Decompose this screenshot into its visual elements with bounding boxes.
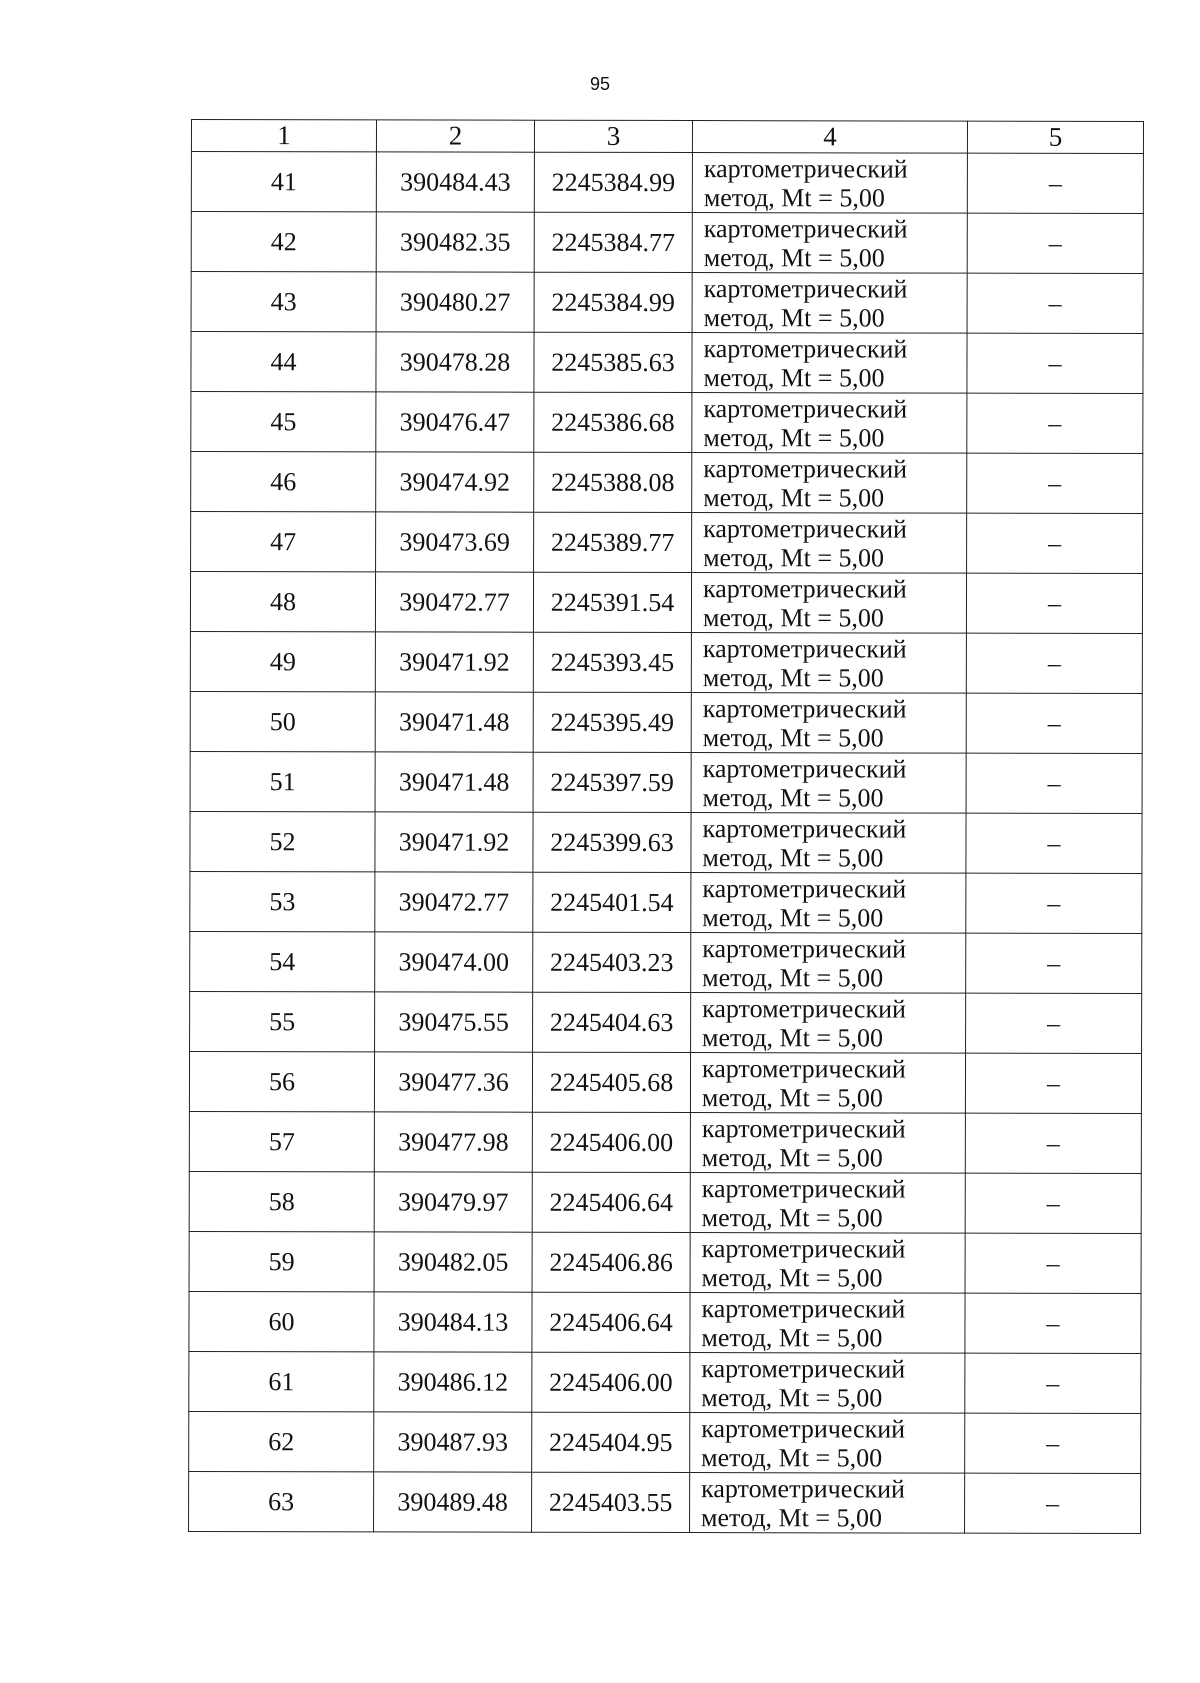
table-row <box>189 1171 1141 1233</box>
method-cell <box>692 213 967 274</box>
table-body <box>189 152 1144 1534</box>
table-row <box>191 272 1143 334</box>
method-line-2: метод, Mt = 5,00 <box>701 1442 883 1472</box>
method-cell <box>691 993 966 1054</box>
column-header-4: 4 <box>692 121 967 154</box>
table-row <box>189 1111 1141 1173</box>
note-cell: – <box>967 333 1143 393</box>
note-cell: – <box>965 1053 1141 1113</box>
method-line-1: картометрический <box>703 513 907 544</box>
point-number-cell: 50 <box>190 691 375 751</box>
method-cell <box>690 1413 965 1474</box>
x-coordinate-cell: 390474.92 <box>376 452 534 512</box>
table-row <box>190 751 1142 813</box>
table-row <box>189 1231 1141 1293</box>
method-line-2: метод, Mt = 5,00 <box>702 782 884 812</box>
table-row <box>189 1471 1141 1533</box>
note-cell: – <box>965 1413 1141 1473</box>
x-coordinate-cell: 390477.98 <box>374 1112 532 1172</box>
y-coordinate-cell: 2245404.95 <box>532 1412 690 1472</box>
x-coordinate-cell: 390478.28 <box>376 332 534 392</box>
point-number-cell: 60 <box>189 1291 374 1351</box>
table-row <box>190 931 1142 993</box>
point-number-cell: 54 <box>190 931 375 991</box>
y-coordinate-cell: 2245406.64 <box>532 1172 690 1232</box>
x-coordinate-cell: 390475.55 <box>375 992 533 1052</box>
point-number-cell: 51 <box>190 751 375 811</box>
method-line-1: картометрический <box>701 1053 906 1083</box>
x-coordinate-cell: 390472.77 <box>375 872 533 932</box>
method-cell <box>692 513 967 574</box>
column-header-1: 1 <box>191 120 376 152</box>
x-coordinate-cell: 390471.48 <box>375 752 533 812</box>
page-number: 95 <box>589 74 611 94</box>
table-row <box>189 1051 1141 1113</box>
method-cell <box>691 633 966 694</box>
y-coordinate-cell: 2245405.68 <box>532 1052 690 1112</box>
y-coordinate-cell: 2245406.00 <box>532 1112 690 1172</box>
x-coordinate-cell: 390484.43 <box>376 152 534 212</box>
method-cell <box>691 573 966 634</box>
method-line-2: метод, Mt = 5,00 <box>702 662 884 692</box>
note-cell: – <box>966 933 1142 993</box>
point-number-cell: 62 <box>189 1411 374 1471</box>
method-line-2: метод, Mt = 5,00 <box>702 902 884 932</box>
note-cell: – <box>966 693 1142 753</box>
note-cell: – <box>966 813 1142 873</box>
x-coordinate-cell: 390480.27 <box>376 272 534 332</box>
method-line-2: метод, Mt = 5,00 <box>702 722 884 752</box>
y-coordinate-cell: 2245403.55 <box>532 1472 690 1532</box>
table-row <box>191 392 1143 454</box>
note-cell: – <box>966 633 1142 693</box>
table-row <box>191 212 1143 274</box>
method-cell <box>690 1293 965 1354</box>
method-line-2: метод, Mt = 5,00 <box>702 962 884 992</box>
point-number-cell: 53 <box>190 871 375 931</box>
point-number-cell: 41 <box>191 152 376 212</box>
y-coordinate-cell: 2245406.64 <box>532 1292 690 1352</box>
method-line-1: картометрический <box>701 1233 906 1263</box>
y-coordinate-cell: 2245386.68 <box>534 392 692 452</box>
x-coordinate-cell: 390472.77 <box>375 572 533 632</box>
coordinates-table <box>188 119 1144 1534</box>
method-line-1: картометрический <box>703 153 908 184</box>
method-line-1: картометрический <box>703 213 908 244</box>
y-coordinate-cell: 2245397.59 <box>533 752 691 812</box>
method-line-1: картометрический <box>702 813 907 843</box>
method-line-1: картометрический <box>701 1293 906 1323</box>
x-coordinate-cell: 390473.69 <box>376 512 534 572</box>
y-coordinate-cell: 2245389.77 <box>534 512 692 572</box>
y-coordinate-cell: 2245406.86 <box>532 1232 690 1292</box>
y-coordinate-cell: 2245388.08 <box>534 452 692 512</box>
method-line-1: картометрический <box>701 1473 905 1503</box>
method-line-2: метод, Mt = 5,00 <box>702 602 884 632</box>
x-coordinate-cell: 390482.35 <box>376 212 534 272</box>
note-cell: – <box>965 1173 1141 1233</box>
table-row <box>190 691 1142 753</box>
y-coordinate-cell: 2245404.63 <box>533 992 691 1052</box>
method-line-1: картометрический <box>703 333 908 364</box>
note-cell: – <box>967 153 1143 213</box>
y-coordinate-cell: 2245384.77 <box>534 212 692 272</box>
point-number-cell: 43 <box>191 272 376 332</box>
point-number-cell: 47 <box>191 512 376 572</box>
y-coordinate-cell: 2245406.00 <box>532 1352 690 1412</box>
point-number-cell: 58 <box>189 1171 374 1231</box>
note-cell: – <box>967 453 1143 513</box>
method-cell <box>691 933 966 994</box>
x-coordinate-cell: 390484.13 <box>374 1292 532 1352</box>
note-cell: – <box>967 513 1143 573</box>
method-line-2: метод, Mt = 5,00 <box>702 1022 884 1052</box>
point-number-cell: 52 <box>190 811 375 871</box>
method-cell <box>692 453 967 514</box>
x-coordinate-cell: 390471.92 <box>375 632 533 692</box>
table-row <box>189 1351 1141 1413</box>
method-line-2: метод, Mt = 5,00 <box>703 542 885 572</box>
method-line-2: метод, Mt = 5,00 <box>701 1322 883 1352</box>
y-coordinate-cell: 2245393.45 <box>533 632 691 692</box>
point-number-cell: 42 <box>191 212 376 272</box>
method-line-1: картометрический <box>701 1173 906 1203</box>
point-number-cell: 56 <box>189 1051 374 1111</box>
table-row <box>191 512 1143 574</box>
y-coordinate-cell: 2245384.99 <box>534 152 692 212</box>
point-number-cell: 57 <box>189 1111 374 1171</box>
method-cell <box>691 753 966 814</box>
table-row <box>191 152 1143 214</box>
y-coordinate-cell: 2245399.63 <box>533 812 691 872</box>
method-line-1: картометрический <box>701 1353 906 1383</box>
note-cell: – <box>965 1113 1141 1173</box>
x-coordinate-cell: 390477.36 <box>374 1052 532 1112</box>
table-row <box>190 991 1142 1053</box>
method-line-1: картометрический <box>702 633 907 664</box>
method-cell <box>691 813 966 874</box>
note-cell: – <box>966 573 1142 633</box>
x-coordinate-cell: 390486.12 <box>374 1352 532 1412</box>
point-number-cell: 44 <box>191 332 376 392</box>
method-cell <box>690 1233 965 1294</box>
column-header-3: 3 <box>534 120 692 152</box>
table-row <box>190 811 1142 873</box>
method-line-2: метод, Mt = 5,00 <box>703 182 885 212</box>
method-cell <box>692 333 967 394</box>
method-line-2: метод, Mt = 5,00 <box>701 1202 883 1232</box>
method-line-2: метод, Mt = 5,00 <box>701 1382 883 1412</box>
table-row <box>190 871 1142 933</box>
x-coordinate-cell: 390487.93 <box>374 1412 532 1472</box>
y-coordinate-cell: 2245385.63 <box>534 332 692 392</box>
method-cell <box>691 873 966 934</box>
method-line-2: метод, Mt = 5,00 <box>703 482 885 512</box>
method-line-2: метод, Mt = 5,00 <box>701 1262 883 1292</box>
column-header-2: 2 <box>376 120 534 152</box>
method-cell <box>690 1353 965 1414</box>
note-cell: – <box>967 213 1143 273</box>
note-cell: – <box>965 1353 1141 1413</box>
y-coordinate-cell: 2245391.54 <box>533 572 691 632</box>
method-cell <box>691 693 966 754</box>
method-line-1: картометрический <box>702 873 907 903</box>
note-cell: – <box>966 993 1142 1053</box>
method-cell <box>692 153 967 214</box>
method-line-1: картометрический <box>702 933 907 963</box>
point-number-cell: 63 <box>189 1471 374 1531</box>
method-cell <box>690 1053 965 1114</box>
method-line-1: картометрический <box>701 1413 906 1443</box>
point-number-cell: 49 <box>190 631 375 691</box>
point-number-cell: 55 <box>190 991 375 1051</box>
table-row <box>191 332 1143 394</box>
header-row <box>191 120 1143 154</box>
x-coordinate-cell: 390476.47 <box>376 392 534 452</box>
method-cell <box>690 1173 965 1234</box>
x-coordinate-cell: 390474.00 <box>375 932 533 992</box>
table-row <box>190 631 1142 693</box>
x-coordinate-cell: 390471.92 <box>375 812 533 872</box>
method-line-2: метод, Mt = 5,00 <box>703 362 885 392</box>
y-coordinate-cell: 2245384.99 <box>534 272 692 332</box>
method-line-2: метод, Mt = 5,00 <box>703 302 885 332</box>
method-line-1: картометрический <box>703 453 908 484</box>
note-cell: – <box>967 273 1143 333</box>
table-row <box>189 1411 1141 1473</box>
point-number-cell: 48 <box>190 572 375 632</box>
table-header <box>191 120 1143 154</box>
method-line-2: метод, Mt = 5,00 <box>701 1082 883 1112</box>
method-line-1: картометрический <box>701 1113 906 1143</box>
point-number-cell: 45 <box>191 392 376 452</box>
y-coordinate-cell: 2245403.23 <box>533 932 691 992</box>
x-coordinate-cell: 390479.97 <box>374 1172 532 1232</box>
table-row <box>189 1291 1141 1353</box>
method-line-2: метод, Mt = 5,00 <box>702 842 884 872</box>
column-header-5: 5 <box>967 121 1143 153</box>
table-row <box>191 452 1143 514</box>
table-row <box>190 572 1142 634</box>
method-cell <box>690 1113 965 1174</box>
note-cell: – <box>966 753 1142 813</box>
point-number-cell: 59 <box>189 1231 374 1291</box>
x-coordinate-cell: 390489.48 <box>374 1472 532 1532</box>
method-line-1: картометрический <box>703 393 908 424</box>
method-line-2: метод, Mt = 5,00 <box>703 422 885 452</box>
method-line-1: картометрический <box>702 693 907 723</box>
method-line-1: картометрический <box>702 993 906 1023</box>
method-line-2: метод, Mt = 5,00 <box>701 1142 883 1172</box>
method-line-1: картометрический <box>703 273 908 304</box>
method-line-2: метод, Mt = 5,00 <box>703 242 885 272</box>
method-cell <box>692 393 967 454</box>
x-coordinate-cell: 390471.48 <box>375 692 533 752</box>
method-line-1: картометрический <box>702 573 907 604</box>
note-cell: – <box>967 393 1143 453</box>
point-number-cell: 46 <box>191 452 376 512</box>
note-cell: – <box>965 1233 1141 1293</box>
method-line-2: метод, Mt = 5,00 <box>701 1502 883 1532</box>
note-cell: – <box>965 1473 1141 1533</box>
y-coordinate-cell: 2245401.54 <box>533 872 691 932</box>
note-cell: – <box>965 1293 1141 1353</box>
note-cell: – <box>966 873 1142 933</box>
method-cell <box>692 273 967 334</box>
point-number-cell: 61 <box>189 1351 374 1411</box>
y-coordinate-cell: 2245395.49 <box>533 692 691 752</box>
method-line-1: картометрический <box>702 753 907 783</box>
x-coordinate-cell: 390482.05 <box>374 1232 532 1292</box>
method-cell <box>690 1473 965 1534</box>
